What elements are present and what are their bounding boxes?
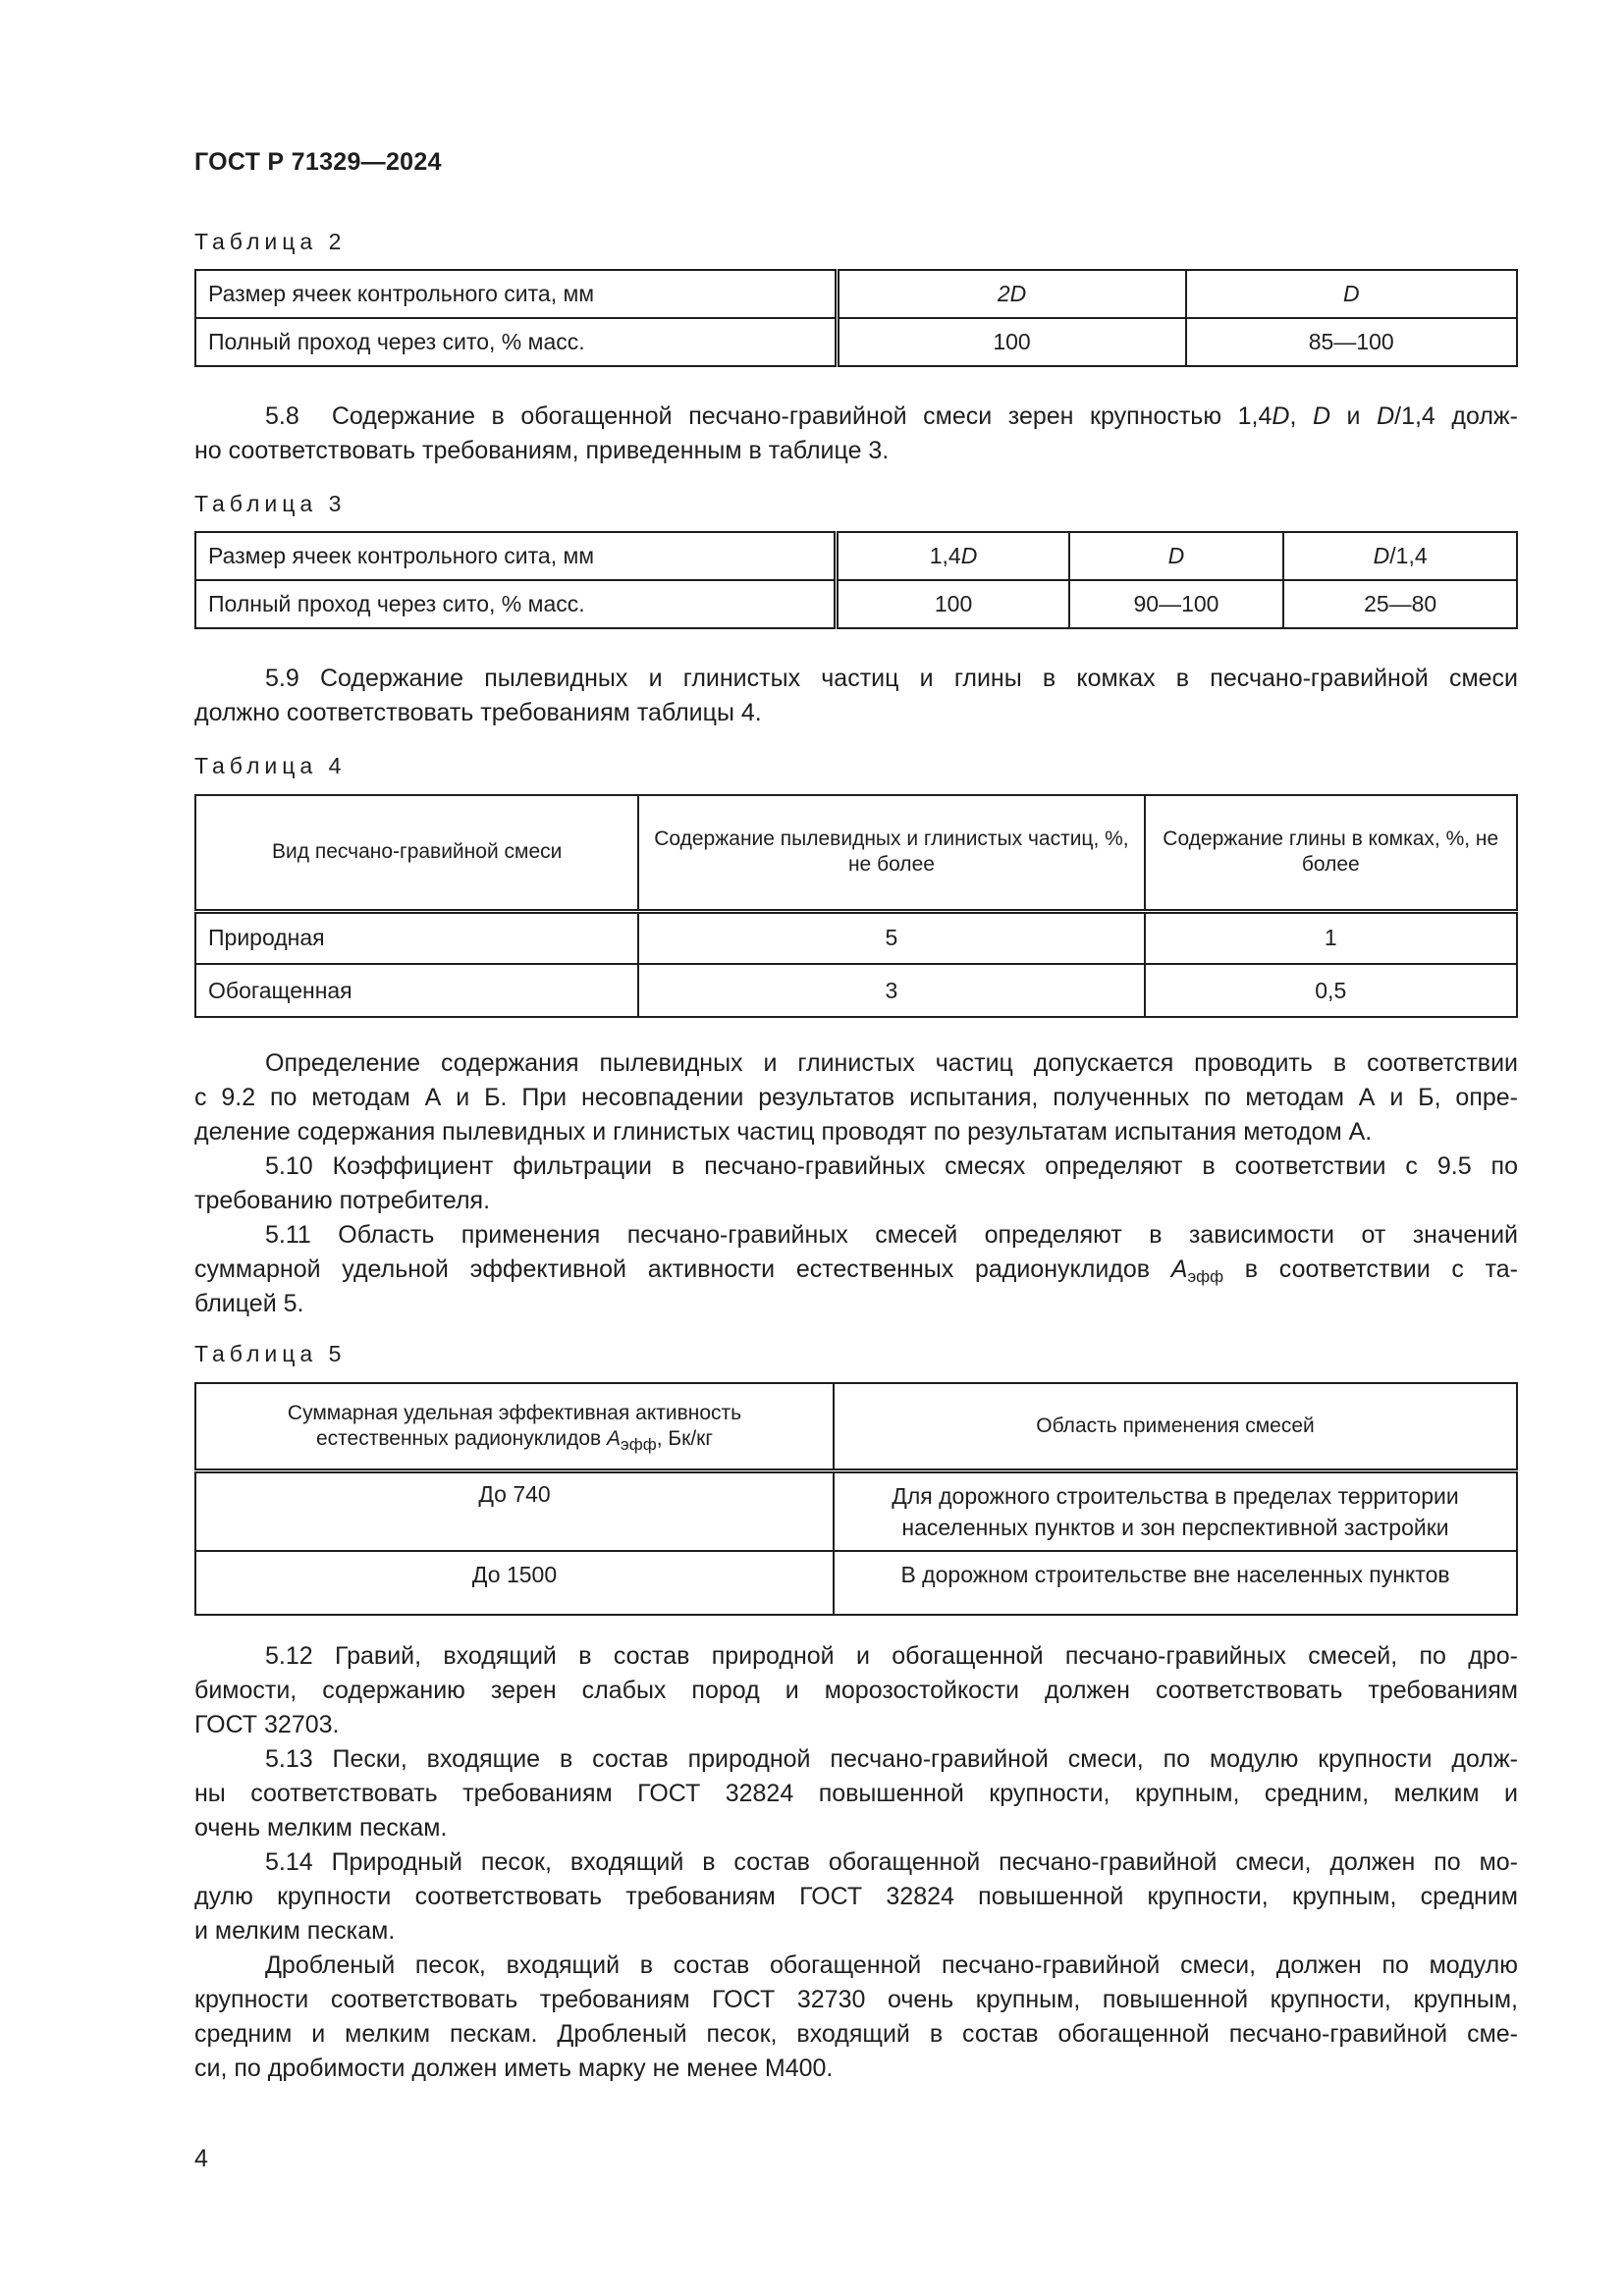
text-line: суммарной удельной эффективной активности естественных радионуклидов $A_{эфф}$ в соответствии с та-: [194, 1255, 1518, 1286]
text-line: бимости, содержанию зерен слабых пород и морозостойкости должен соответствовать требованиям: [194, 1677, 1518, 1704]
table-row: [195, 964, 1517, 1017]
text-line: блицей 5.: [194, 1290, 304, 1317]
table-2-caption: Таблица 2: [194, 229, 347, 254]
text-line: 5.13 Пески, входящие в состав природной песчано-гравийной смеси, по модулю крупности долж-: [265, 1745, 1518, 1773]
text-line: Определение содержания пылевидных и глинистых частиц допускается проводить в соответствии: [265, 1049, 1518, 1077]
table-cell: 25—80: [1283, 580, 1517, 628]
table-cell: D: [1069, 532, 1284, 580]
table-cell: 1,4D: [837, 532, 1069, 580]
table-cell: Полный проход через сито, % масс.: [195, 318, 837, 366]
column-header: Содержание глины в комках, %, не более: [1145, 795, 1517, 911]
column-header: Вид песчано-гравийной смеси: [195, 795, 638, 911]
table-2: [194, 269, 1518, 367]
text-line: должно соответствовать требованиям таблицы 4.: [194, 699, 762, 726]
text-line: с 9.2 по методам А и Б. При несовпадении результатов испытания, полученных по методам А и Б, опре-: [194, 1084, 1518, 1111]
table-cell: 90—100: [1069, 580, 1284, 628]
table-cell: 85—100: [1186, 318, 1518, 366]
paragraph-5-14: [194, 1845, 1518, 1949]
table-row: [195, 270, 1517, 318]
table-3: [194, 531, 1518, 629]
table-5: [194, 1382, 1518, 1616]
table-cell: 2D: [837, 270, 1185, 318]
text-line: требованию потребителя.: [194, 1187, 491, 1214]
table-3-caption: Таблица 3: [194, 491, 347, 516]
text-line: деление содержания пылевидных и глинистых частиц проводят по результатам испытания методом А.: [194, 1118, 1373, 1146]
text-line: 5.9 Содержание пылевидных и глинистых частиц и глины в комках в песчано-гравийной смеси: [265, 665, 1518, 692]
table-cell: Полный проход через сито, % масс.: [195, 580, 837, 628]
table-cell: Размер ячеек контрольного сита, мм: [195, 270, 837, 318]
text-line: но соответствовать требованиям, приведенным в таблице 3.: [194, 437, 890, 464]
paragraph-5-12: [194, 1639, 1518, 1742]
paragraph-5-13: [194, 1742, 1518, 1845]
text-line: ГОСТ 32703.: [194, 1711, 340, 1738]
table-row: [195, 1470, 1517, 1551]
paragraph-5-9: [194, 662, 1518, 730]
column-header: Содержание пылевидных и глинистых частиц, %, не более: [638, 795, 1144, 911]
text-line: 5.12 Гравий, входящий в состав природной и обогащенной песчано-гравийных смесей, по дро-: [265, 1642, 1518, 1670]
table-cell: 100: [837, 580, 1069, 628]
text-line: крупности соответствовать требованиям ГОСТ 32730 очень крупным, повышенной крупности, крупным,: [194, 1986, 1518, 2013]
table-row: [195, 911, 1517, 964]
text-line: средним и мелким пескам. Дробленый песок, входящий в состав обогащенной песчано-гравийной сме-: [194, 2020, 1518, 2048]
table-4-caption: Таблица 4: [194, 753, 347, 778]
table-row: [195, 1551, 1517, 1615]
table-cell: Обогащенная: [195, 964, 638, 1017]
table-row: [195, 532, 1517, 580]
table-cell: До 740: [195, 1470, 834, 1551]
table-4: [194, 794, 1518, 1018]
table-cell: В дорожном строительстве вне населенных пунктов: [834, 1551, 1517, 1615]
table-header-row: [195, 1383, 1517, 1470]
paragraph-5-8: [194, 400, 1518, 468]
text-line: дулю крупности соответствовать требованиям ГОСТ 32824 повышенной крупности, крупным, средним: [194, 1883, 1518, 1910]
page-number: 4: [194, 2145, 208, 2172]
text-line: ны соответствовать требованиям ГОСТ 32824 повышенной крупности, крупным, средним, мелким и: [194, 1780, 1518, 1807]
table-cell: D/1,4: [1283, 532, 1517, 580]
text-line: 5.10 Коэффициент фильтрации в песчано-гравийных смесях определяют в соответствии с 9.5 по: [265, 1152, 1518, 1180]
table-header-row: [195, 795, 1517, 911]
table-row: [195, 580, 1517, 628]
column-header: Область применения смесей: [834, 1383, 1517, 1470]
column-header: Суммарная удельная эффективная активность естественных радионуклидов $A_{эфф}$, Бк/кг: [195, 1383, 834, 1470]
text-line: и мелким пескам.: [194, 1917, 396, 1945]
table-cell: 1: [1145, 911, 1517, 964]
table-cell: Для дорожного строительства в пределах территории населенных пунктов и зон перспективной застройки: [834, 1470, 1517, 1551]
text-line: си, по дробимости должен иметь марку не менее М400.: [194, 2055, 834, 2082]
table-cell: Размер ячеек контрольного сита, мм: [195, 532, 837, 580]
table-cell: 0,5: [1145, 964, 1517, 1017]
paragraph-5-10: [194, 1149, 1518, 1218]
table-row: [195, 318, 1517, 366]
table-5-caption: Таблица 5: [194, 1341, 347, 1366]
table-cell: D: [1186, 270, 1518, 318]
paragraph-crushed-sand: [194, 1949, 1518, 2086]
table-cell: 3: [638, 964, 1144, 1017]
text-line: 5.11 Область применения песчано-гравийных смесей определяют в зависимости от значений: [265, 1221, 1518, 1249]
document-id-header: ГОСТ Р 71329—2024: [194, 148, 442, 176]
text-line: 5.14 Природный песок, входящий в состав обогащенной песчано-гравийной смеси, должен по мо-: [265, 1848, 1518, 1876]
text-line: 5.8 Содержание в обогащенной песчано-гравийной смеси зерен крупностью 1,4D, D и D/1,4 долж-: [265, 402, 1518, 430]
text-line: очень мелким пескам.: [194, 1814, 448, 1842]
table-cell: До 1500: [195, 1551, 834, 1615]
text-line: Дробленый песок, входящий в состав обогащенной песчано-гравийной смеси, должен по модулю: [265, 1951, 1518, 1979]
table-cell: 100: [837, 318, 1185, 366]
table-cell: Природная: [195, 911, 638, 964]
paragraph-method: [194, 1046, 1518, 1149]
paragraph-5-11: [194, 1218, 1518, 1321]
table-cell: 5: [638, 911, 1144, 964]
